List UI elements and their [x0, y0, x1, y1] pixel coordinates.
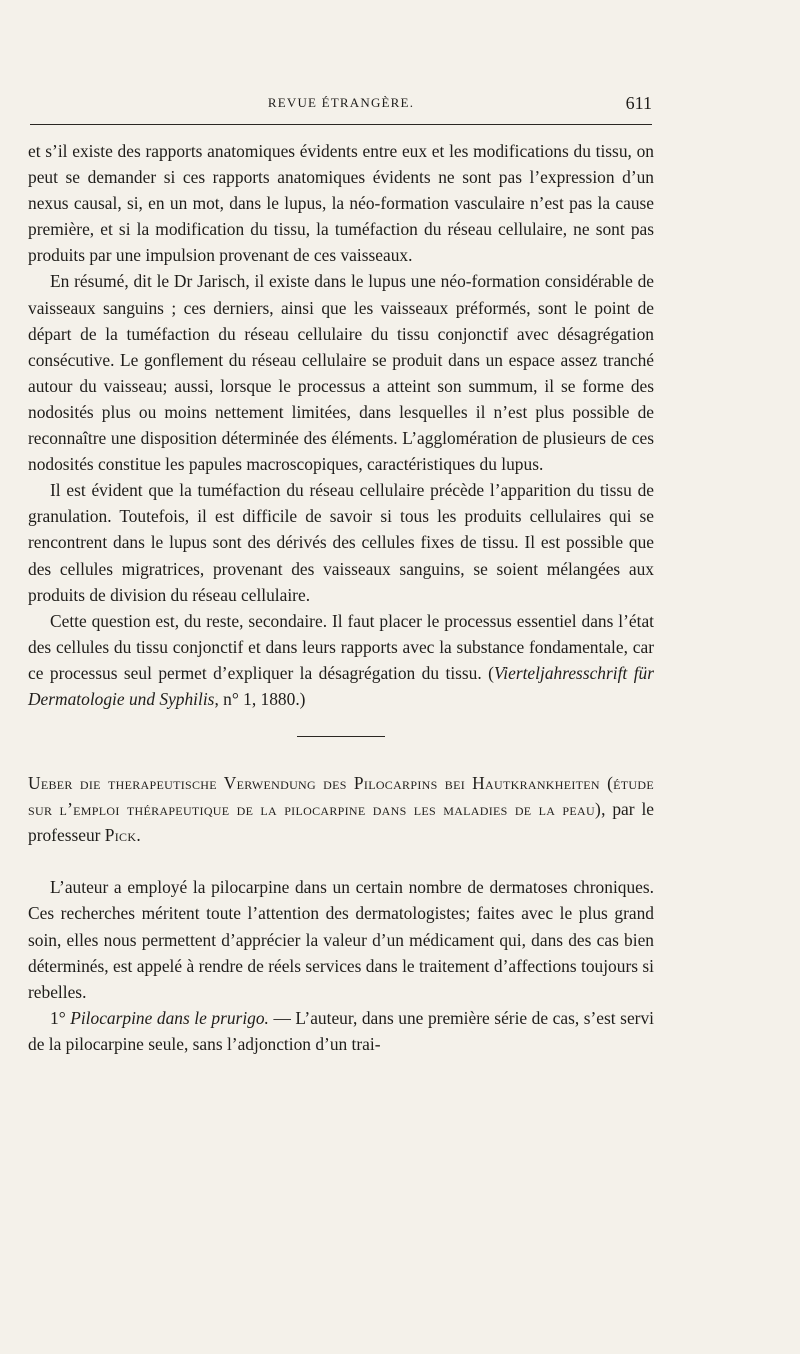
text-column	[28, 138, 654, 1057]
article-heading	[28, 770, 654, 848]
article-title: Ueber die therapeutische Verwendung des Pilocarpins bei Hautkrankheiten (étude sur l’emploi thérapeutique de la pilocarpine dans les maladies de la peau)	[28, 773, 654, 820]
citation-journal: Vierteljahresschrift für Dermatologie und Syphilis	[28, 662, 654, 709]
author-prefix: , par le professeur	[28, 799, 654, 846]
paragraph-pilocarpine-intro: L’auteur a employé la pilocarpine dans un certain nombre de dermatoses chroniques. Ces recherches méritent toute l’attention des dermatologistes; faites avec le plus grand soin, elles nous permettent d’apprécier la valeur d’un médicament qui, dans des cas bien déterminés, est appelé à rendre de réels services dans le traitement d’affections toujours si rebelles.	[28, 877, 654, 1002]
header-rule	[30, 124, 652, 125]
paragraph-summary: En résumé, dit le Dr Jarisch, il existe dans le lupus une néo-formation considérable de vaisseaux sanguins ; ces derniers, ainsi que les vaisseaux préformés, sont le point de départ de la tuméfaction du réseau cellulaire du tissu conjonctif avec désagrégation consécutive. Le gonflement du réseau cellulaire se produit dans un espace assez tranché autour du vaisseau; aussi, lorsque le processus a atteint son summum, il se forme des nodosités plus ou moins nettement limitées, dans lesquelles il n’est plus possible de reconnaître une disposition déterminée des éléments. L’agglomération de plusieurs de ces nodosités constitue les papules macroscopiques, caractéristiques du lupus.	[28, 271, 654, 475]
paragraph-prurigo-text: — L’auteur, dans une première série de cas, s’est servi de la pilocarpine seule, sans l’adjonction d’un trai-	[28, 1007, 654, 1054]
spacer	[28, 861, 654, 874]
page-number: 611	[625, 93, 652, 113]
item-number: 1°	[50, 1007, 66, 1028]
citation-issue: , n° 1, 1880.)	[214, 688, 306, 709]
paragraph-continuation: et s’il existe des rapports anatomiques évidents entre eux et les modifications du tissu, on peut se demander si ces rapports anatomiques évidents ne sont pas l’expression d’un nexus causal, si, en un mot, dans le lupus, la néo-formation vasculaire n’est pas la cause première, et si la modification du tissu, la tuméfaction du réseau cellulaire, ne sont pas produits par une impulsion provenant de ces vaisseaux.	[28, 141, 654, 266]
paragraph-question-text: Cette question est, du reste, secondaire. Il faut placer le processus essentiel dans l’état des cellules du tissu conjonctif et dans leurs rapports avec la substance fondamentale, car ce processus seul permet d’expliquer la désagrégation du tissu. (	[28, 610, 654, 683]
paragraph-tumefaction: Il est évident que la tuméfaction du réseau cellulaire précède l’apparition du tissu de granulation. Toutefois, il est difficile de savoir si tous les produits cellulaires qui se rencontrent dans le lupus sont des dérivés des cellules fixes de tissu. Il est possible que des cellules migratrices, provenant des vaisseaux sanguins, se soient mélangées aux produits de division du réseau cellulaire.	[28, 480, 654, 605]
author-name: Pick	[104, 825, 137, 846]
paragraph-prurigo	[28, 1005, 654, 1057]
running-title: REVUE ÉTRANGÈRE.	[267, 95, 415, 110]
running-head	[30, 93, 652, 115]
section-divider	[297, 736, 385, 737]
heading-end: .	[136, 825, 141, 846]
paragraph-question	[28, 608, 654, 712]
subsection-title: Pilocarpine dans le prurigo.	[70, 1007, 269, 1028]
